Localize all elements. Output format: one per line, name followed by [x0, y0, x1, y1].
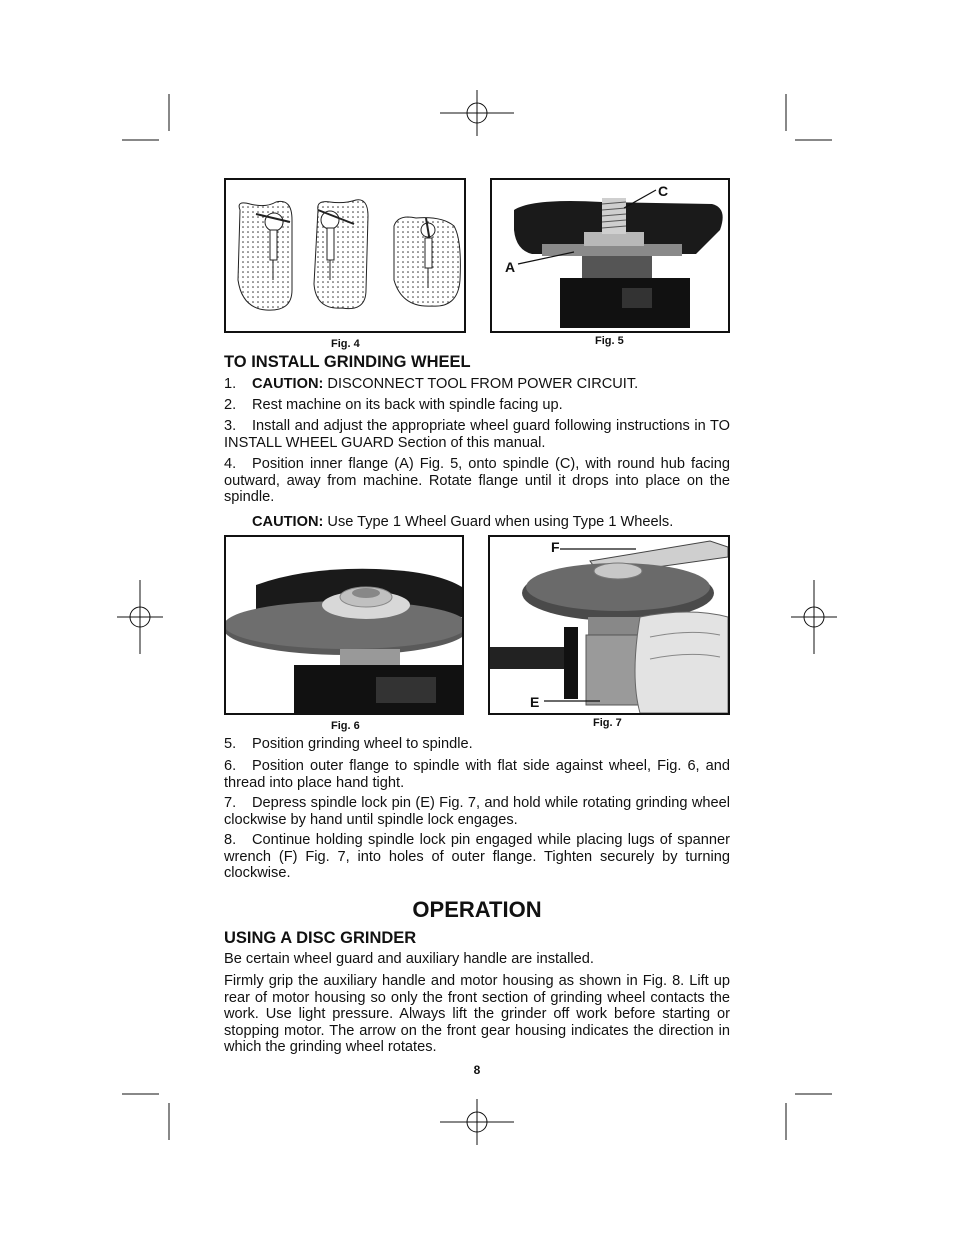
operation-paragraph-2: Firmly grip the auxiliary handle and motor housing as shown in Fig. 8. Lift up rear of motor housing so only the front section of grinding wheel contacts the work. Use light pressure. Always lift the grinder off work before starting or stopping motor. The arrow on the front gear housing indicates the direction in which the grinding wheel rotates.	[224, 973, 730, 1055]
caution-label: CAUTION:	[252, 514, 324, 530]
wheel-guard-caution	[252, 514, 730, 531]
step-4	[224, 456, 730, 506]
step-1-caution: CAUTION:	[252, 376, 324, 392]
step-1-text: DISCONNECT TOOL FROM POWER CIRCUIT.	[323, 376, 639, 392]
step-1-number: 1.	[224, 376, 237, 392]
operation-title: OPERATION	[412, 897, 542, 922]
caution-text: Use Type 1 Wheel Guard when using Type 1 Wheels.	[323, 514, 674, 530]
step-8	[224, 832, 730, 882]
step-7	[224, 795, 730, 828]
step-6	[224, 758, 730, 791]
step-5	[224, 736, 730, 753]
figure-4-caption: Fig. 4	[331, 338, 360, 350]
step-2	[224, 397, 730, 414]
step-3-number: 3.	[224, 418, 237, 434]
figure-6	[224, 535, 464, 715]
step-2-number: 2.	[224, 397, 237, 413]
figure-5-label-a: A	[505, 259, 516, 275]
step-7-text: Depress spindle lock pin (E) Fig. 7, and hold while rotating grinding wheel clockwise by hand until spindle lock engages.	[224, 795, 730, 828]
figure-7-label-e: E	[530, 694, 540, 710]
figure-4	[224, 178, 466, 333]
disc-grinder-heading: USING A DISC GRINDER	[224, 929, 417, 947]
step-2-text: Rest machine on its back with spindle facing up.	[252, 397, 563, 413]
figure-7-label-f: F	[551, 539, 560, 555]
step-3	[224, 418, 730, 451]
step-3-text: Install and adjust the appropriate wheel guard following instructions in TO INSTALL WHEEL GUARD Section of this manual.	[224, 418, 730, 451]
figure-6-caption: Fig. 6	[331, 720, 360, 732]
step-4-text: Position inner flange (A) Fig. 5, onto spindle (C), with round hub facing outward, away from machine. Rotate flange until it drops into place on the spindle.	[224, 456, 730, 505]
step-6-number: 6.	[224, 758, 237, 774]
step-8-number: 8.	[224, 832, 237, 848]
figure-7-caption: Fig. 7	[593, 717, 622, 729]
step-5-number: 5.	[224, 736, 237, 752]
step-5-text: Position grinding wheel to spindle.	[252, 736, 473, 752]
operation-paragraph-1: Be certain wheel guard and auxiliary handle are installed.	[224, 951, 594, 967]
figure-7	[488, 535, 730, 715]
step-7-number: 7.	[224, 795, 237, 811]
step-4-number: 4.	[224, 456, 237, 472]
step-1	[224, 376, 730, 393]
step-8-text: Continue holding spindle lock pin engaged while placing lugs of spanner wrench (F) Fig. 7, into holes of outer flange. Tighten securely by turning clockwise.	[224, 832, 730, 881]
step-6-text: Position outer flange to spindle with flat side against wheel, Fig. 6, and thread into place hand tight.	[224, 758, 730, 791]
page-number: 8	[473, 1063, 481, 1077]
figure-5-caption: Fig. 5	[595, 335, 624, 347]
install-heading: TO INSTALL GRINDING WHEEL	[224, 353, 471, 371]
figure-5-label-c: C	[658, 183, 669, 199]
figure-5	[490, 178, 730, 333]
